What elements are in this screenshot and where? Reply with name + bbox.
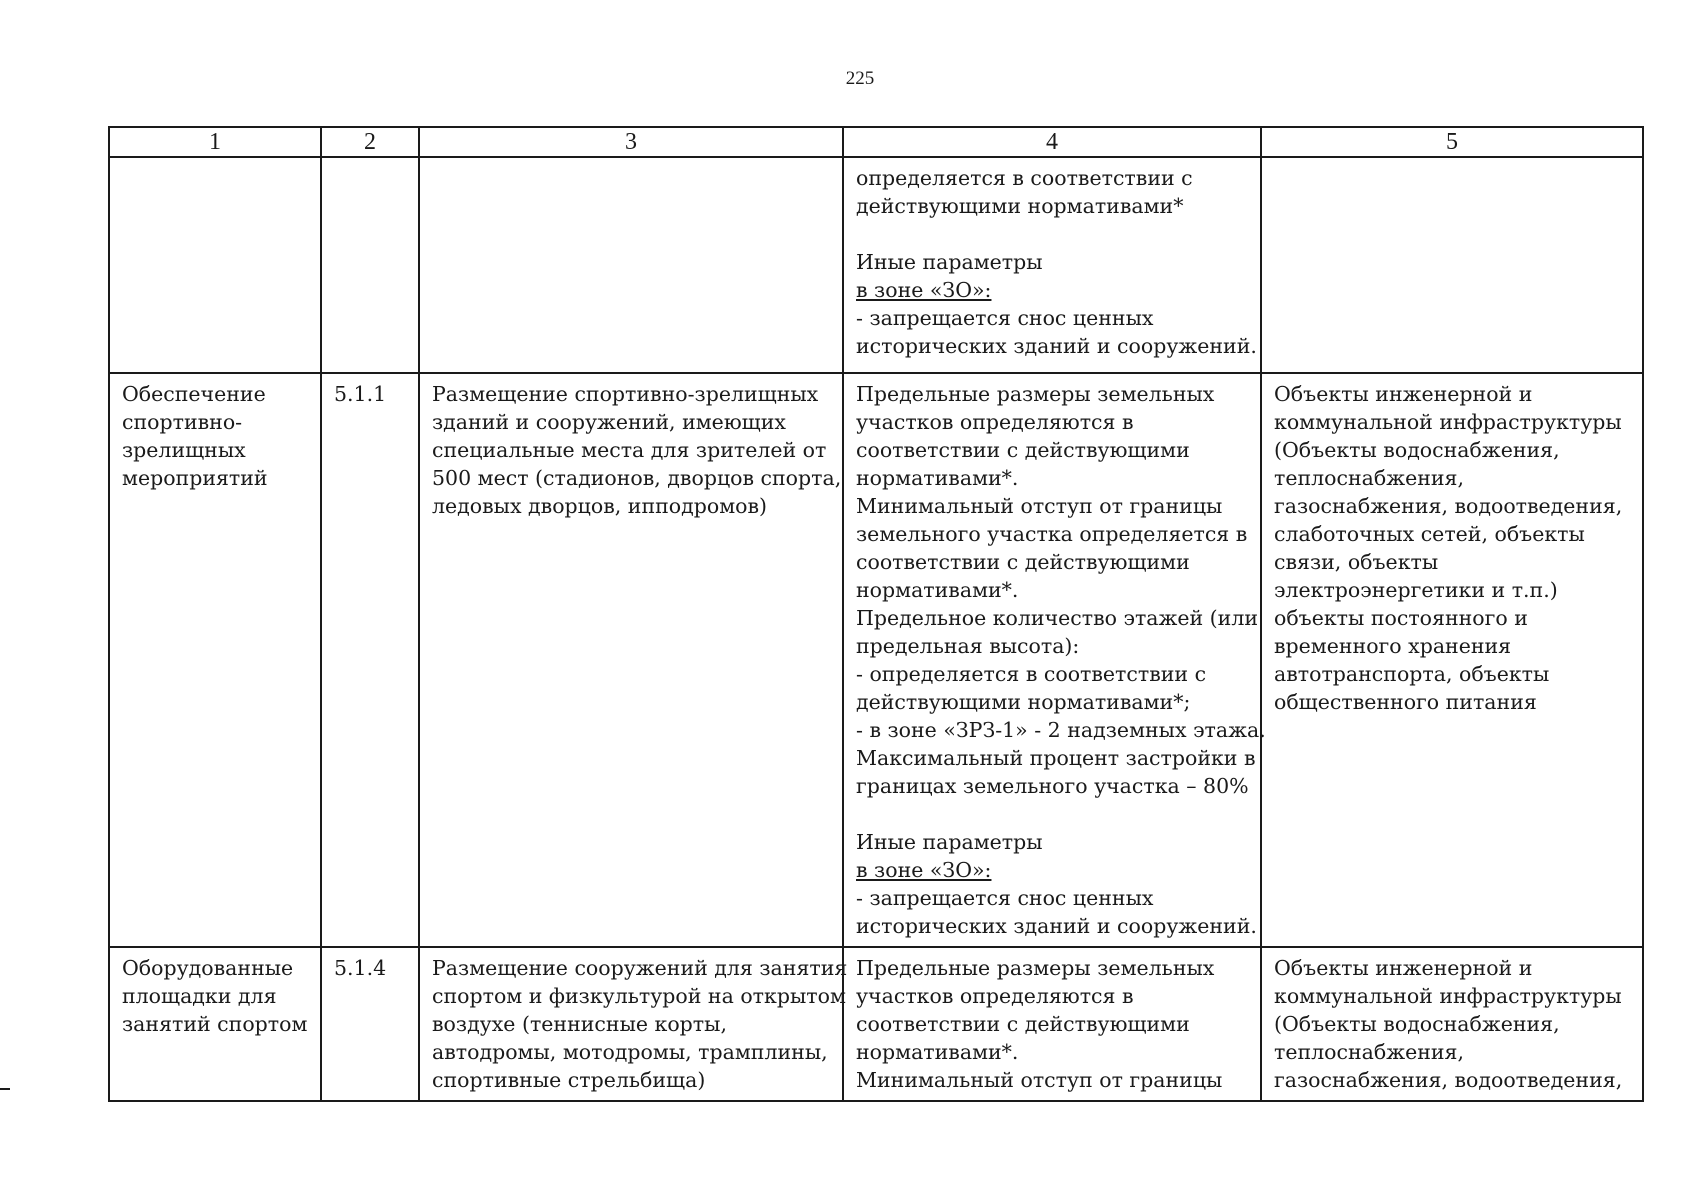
auxiliary-line: объекты постоянного и — [1274, 606, 1528, 630]
activity-code-cell — [321, 373, 419, 947]
auxiliary-uses-cell — [1261, 373, 1643, 947]
activity-name-line: мероприятий — [122, 466, 268, 490]
auxiliary-line: связи, объекты — [1274, 550, 1439, 574]
auxiliary-line: Объекты инженерной и — [1274, 382, 1533, 406]
activity-description-cell — [419, 947, 848, 1101]
cont-col-4 — [843, 157, 1261, 373]
auxiliary-line: газоснабжения, водоотведения, — [1274, 494, 1623, 518]
header-col-3: 3 — [419, 127, 843, 157]
description-line: 500 мест (стадионов, дворцов спорта, — [432, 466, 842, 490]
cont-text-line: определяется в соответствии с — [856, 166, 1193, 190]
parameter-line: - в зоне «ЗРЗ-1» - 2 надземных этажа. — [856, 718, 1266, 742]
description-line: зданий и сооружений, имеющих — [432, 410, 786, 434]
cont-text-line: - запрещается снос ценных — [856, 306, 1154, 330]
auxiliary-line: слаботочных сетей, объекты — [1274, 522, 1585, 546]
auxiliary-line: теплоснабжения, — [1274, 1040, 1464, 1064]
parameter-line: исторических зданий и сооружений. — [856, 914, 1257, 938]
activity-code: 5.1.4 — [334, 956, 387, 980]
parameters-cell — [843, 373, 1266, 947]
activity-name-line: спортивно- — [122, 410, 243, 434]
description-line: спортивные стрельбища) — [432, 1068, 706, 1092]
parameter-line: участков определяются в — [856, 984, 1134, 1008]
parameter-line: Максимальный процент застройки в — [856, 746, 1256, 770]
activity-name-line: Оборудованные — [122, 956, 294, 980]
activity-name-line: зрелищных — [122, 438, 246, 462]
blank-line — [856, 800, 1250, 828]
zone-label: в зоне «ЗО»: — [856, 858, 992, 882]
parameter-line: - запрещается снос ценных — [856, 886, 1154, 910]
header-col-2: 2 — [321, 127, 419, 157]
parameter-line: Предельное количество этажей (или — [856, 606, 1259, 630]
page-number: 225 — [845, 68, 875, 89]
parameter-line: земельного участка определяется в — [856, 522, 1248, 546]
land-use-table — [108, 126, 1644, 1102]
parameter-line: предельная высота): — [856, 634, 1080, 658]
continuation-row — [109, 157, 1643, 373]
other-params-title: Иные параметры — [856, 250, 1043, 274]
description-line: Размещение сооружений для занятия — [432, 956, 848, 980]
parameter-line: Минимальный отступ от границы — [856, 494, 1223, 518]
parameter-line: Предельные размеры земельных — [856, 956, 1215, 980]
parameter-line: нормативами*. — [856, 466, 1019, 490]
cont-col-2 — [321, 157, 419, 373]
parameter-line: соответствии с действующими — [856, 1012, 1190, 1036]
activity-name-line: площадки для — [122, 984, 277, 1008]
parameter-line: участков определяются в — [856, 410, 1134, 434]
description-line: автодромы, мотодромы, трамплины, — [432, 1040, 828, 1064]
cont-text-line: действующими нормативами* — [856, 194, 1184, 218]
table-header-row — [109, 127, 1643, 157]
cont-text-line: исторических зданий и сооружений. — [856, 334, 1257, 358]
description-line: Размещение спортивно-зрелищных — [432, 382, 819, 406]
auxiliary-line: временного хранения — [1274, 634, 1512, 658]
parameter-line: Минимальный отступ от границы — [856, 1068, 1223, 1092]
auxiliary-line: коммунальной инфраструктуры — [1274, 410, 1622, 434]
description-line: ледовых дворцов, ипподромов) — [432, 494, 768, 518]
auxiliary-uses-cell — [1261, 947, 1643, 1101]
table-row — [109, 373, 1643, 947]
cont-col-3 — [419, 157, 843, 373]
parameter-line: границах земельного участка – 80% — [856, 774, 1249, 798]
activity-code: 5.1.1 — [334, 382, 387, 406]
auxiliary-line: коммунальной инфраструктуры — [1274, 984, 1622, 1008]
auxiliary-line: (Объекты водоснабжения, — [1274, 438, 1560, 462]
description-line: спортом и физкультурой на открытом — [432, 984, 846, 1008]
table-row — [109, 947, 1643, 1101]
parameter-line: действующими нормативами*; — [856, 690, 1191, 714]
cont-col-1 — [109, 157, 321, 373]
activity-description-cell — [419, 373, 843, 947]
parameter-line: нормативами*. — [856, 1040, 1019, 1064]
auxiliary-line: Объекты инженерной и — [1274, 956, 1533, 980]
activity-name-cell — [109, 373, 321, 947]
zone-label: в зоне «ЗО»: — [856, 278, 992, 302]
header-col-4: 4 — [843, 127, 1261, 157]
cont-col-5 — [1261, 157, 1643, 373]
auxiliary-line: (Объекты водоснабжения, — [1274, 1012, 1560, 1036]
blank-line — [856, 220, 1250, 248]
auxiliary-line: электроэнергетики и т.п.) — [1274, 578, 1558, 602]
description-line: воздухе (теннисные корты, — [432, 1012, 727, 1036]
parameter-line: соответствии с действующими — [856, 550, 1190, 574]
activity-name-line: Обеспечение — [122, 382, 266, 406]
auxiliary-line: теплоснабжения, — [1274, 466, 1464, 490]
description-line: специальные места для зрителей от — [432, 438, 827, 462]
activity-code-cell — [321, 947, 419, 1101]
activity-name-line: занятий спортом — [122, 1012, 308, 1036]
auxiliary-line: газоснабжения, водоотведения, — [1274, 1068, 1623, 1092]
parameter-line: Предельные размеры земельных — [856, 382, 1215, 406]
auxiliary-line: автотранспорта, объекты — [1274, 662, 1550, 686]
parameters-cell — [843, 947, 1261, 1101]
header-col-5: 5 — [1261, 127, 1643, 157]
activity-name-cell — [109, 947, 321, 1101]
parameter-line: нормативами*. — [856, 578, 1019, 602]
other-params-title: Иные параметры — [856, 830, 1043, 854]
parameter-line: - определяется в соответствии с — [856, 662, 1207, 686]
margin-tick-mark — [0, 1088, 10, 1090]
auxiliary-line: общественного питания — [1274, 690, 1537, 714]
header-col-1: 1 — [109, 127, 321, 157]
parameter-line: соответствии с действующими — [856, 438, 1190, 462]
